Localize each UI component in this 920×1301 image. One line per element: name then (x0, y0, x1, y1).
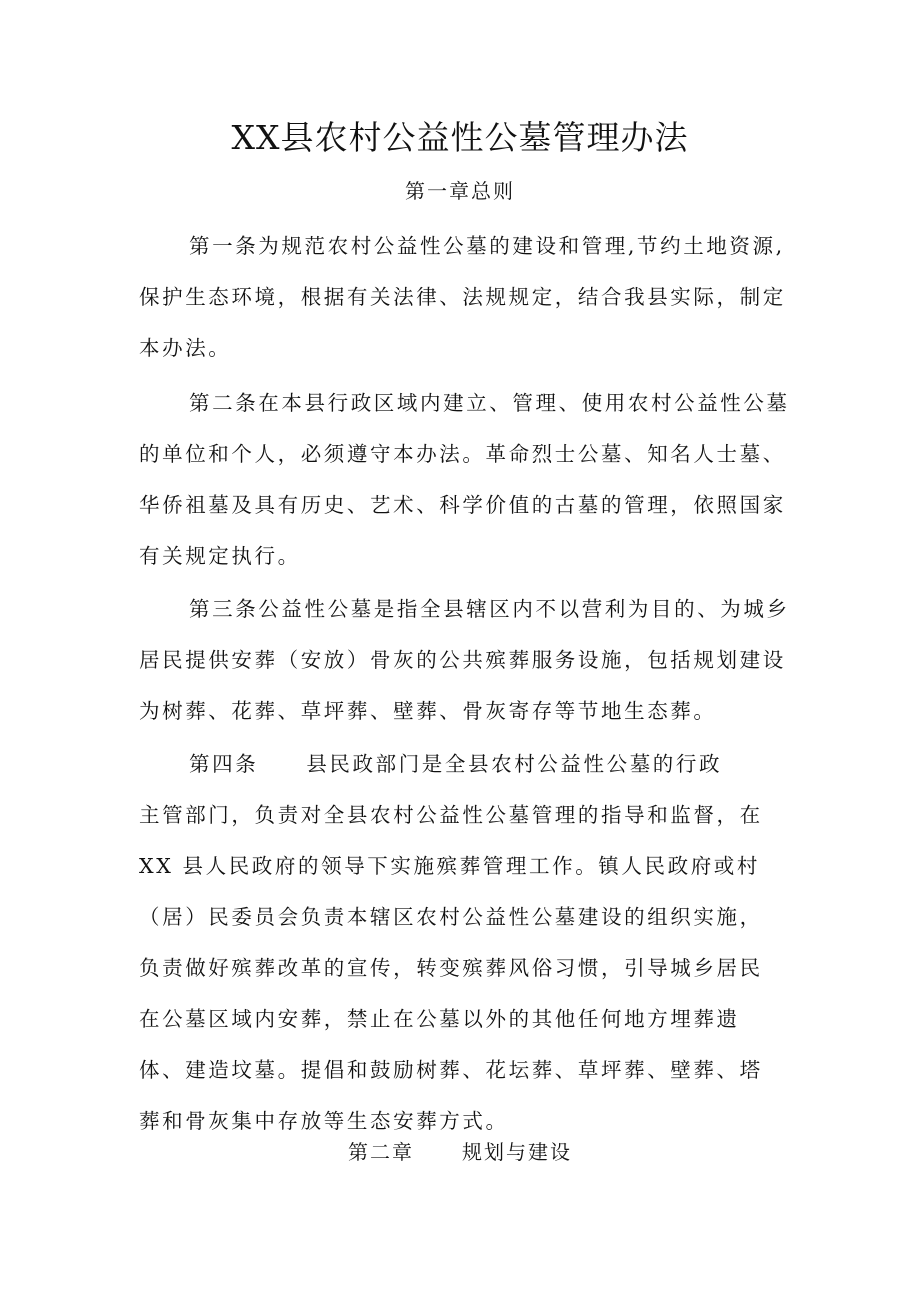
article-line: 居民提供安葬（安放）骨灰的公共殡葬服务设施，包括规划建设 (139, 648, 786, 672)
article-line: 第二条在本县行政区域内建立、管理、使用农村公益性公墓 (189, 391, 790, 415)
chapter-heading: 第一章总则 (405, 179, 515, 203)
article-line: （居）民委员会负责本辖区农村公益性公墓建设的组织实施， (139, 905, 763, 929)
article-line: 保护生态环境，根据有关法律、法规规定，结合我县实际，制定 (139, 285, 786, 309)
article-2 (139, 378, 799, 582)
article-line (139, 739, 799, 790)
article-label: 第四条 (189, 752, 259, 776)
article-line: 华侨祖墓及具有历史、艺术、科学价值的古墓的管理，依照国家 (139, 493, 786, 517)
chapter-number: 第二章 (348, 1140, 414, 1164)
article-line: 的单位和个人，必须遵守本办法。革命烈士公墓、知名人士墓、 (139, 442, 786, 466)
article-line: 为树葬、花葬、草坪葬、壁葬、骨灰寄存等节地生态葬。 (139, 699, 717, 723)
chapter-heading-2 (0, 1137, 920, 1167)
article-line: 第一条为规范农村公益性公墓的建设和管理,节约土地资源, (189, 234, 785, 258)
article-line-text: 县民政部门是全县农村公益性公墓的行政 (306, 752, 723, 776)
article-1 (139, 221, 799, 374)
article-line: 体、建造坟墓。提倡和鼓励树葬、花坛葬、草坪葬、壁葬、塔 (139, 1058, 763, 1082)
article-3 (139, 584, 799, 737)
article-line: 本办法。 (139, 336, 232, 360)
article-line: XX 县人民政府的领导下实施殡葬管理工作。镇人民政府或村 (139, 854, 761, 878)
article-line: 主管部门，负责对全县农村公益性公墓管理的指导和监督，在 (139, 803, 763, 827)
article-line: 在公墓区域内安葬，禁止在公墓以外的其他任何地方埋葬遗 (139, 1007, 740, 1031)
article-line: 负责做好殡葬改革的宣传，转变殡葬风俗习惯，引导城乡居民 (139, 956, 763, 980)
article-line: 有关规定执行。 (139, 544, 301, 568)
document-title: XX县农村公益性公墓管理办法 (231, 118, 689, 157)
article-4 (139, 739, 799, 1147)
article-line: 第三条公益性公墓是指全县辖区内不以营利为目的、为城乡 (189, 597, 790, 621)
chapter-title: 规划与建设 (462, 1140, 572, 1164)
article-line: 葬和骨灰集中存放等生态安葬方式。 (139, 1109, 509, 1133)
